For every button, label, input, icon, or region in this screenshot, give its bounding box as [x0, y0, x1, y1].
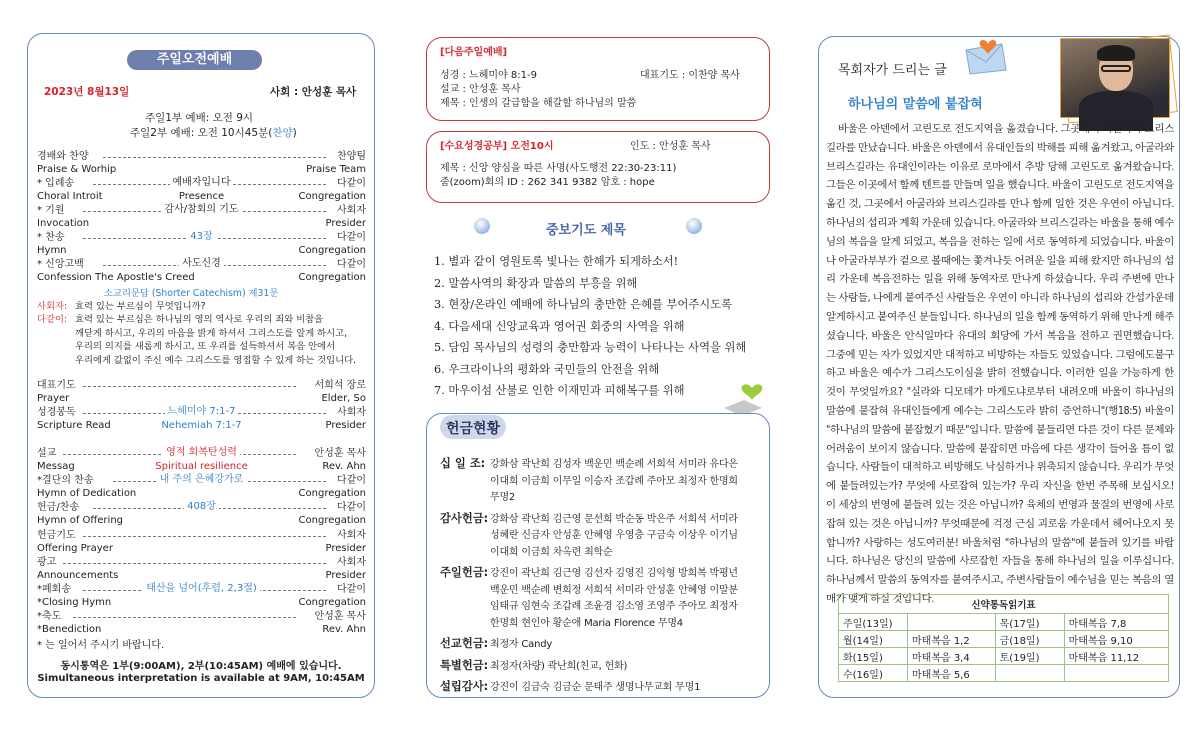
order-item-leader: 다같이: [337, 232, 366, 243]
offering-names: 최정자(차량) 곽난희(친교, 헌화): [490, 660, 628, 672]
pastor-letter-body-wrap: [826, 120, 1175, 605]
offering-heading: 헌금현황: [446, 421, 501, 437]
offering-names: 이대희 이금희 이무일 이승자 조갑례 주아모 최정자 한명희: [490, 475, 738, 487]
order-item-leader: 사회자: [337, 556, 366, 568]
pastor-photo: [1060, 38, 1170, 118]
catechism-question: 효력 있는 부르심이 무엇입니까?: [75, 301, 206, 312]
interpretation-note-en: Simultaneous interpretation is available at 9AM, 10:45AM: [37, 673, 365, 684]
next-sunday-preacher: 설교 : 안성훈 목사: [440, 84, 521, 95]
reading-cell: 토(19일): [995, 648, 1064, 665]
order-item-label: *축도: [37, 611, 62, 623]
order-item-english: Confession The Apostle's Creed: [37, 272, 195, 283]
standing-note: * 는 일어서 주시기 바랍니다.: [37, 640, 165, 651]
order-item-english: *Closing Hymn: [37, 597, 112, 608]
order-item-detail-text: 사도신경: [179, 258, 224, 269]
reading-cell: 마태복음 11,12: [1064, 648, 1168, 665]
reading-table-heading: 신약통독읽기표: [839, 595, 1169, 614]
reading-cell: 마태복음 1,2: [908, 631, 996, 648]
order-item-english: Hymn of Dedication: [37, 488, 137, 500]
catechism-q-label: 사회자:: [37, 301, 68, 312]
order-dash-line: [73, 617, 296, 618]
catechism-answer-line: 우리의 의지를 새롭게 하시고, 또 우리를 설득하셔서 복음 안에서: [75, 341, 336, 352]
order-item-label: 경배와 찬양: [37, 151, 89, 162]
offering-label: 설립감사:: [440, 680, 489, 693]
reading-cell: 수(16일): [839, 665, 908, 682]
order-item-english-detail: Nehemiah 7:1-7: [161, 420, 242, 431]
order-item-english-leader: Congregation: [298, 597, 366, 608]
reading-cell: 금(18일): [995, 631, 1064, 648]
reading-table: [838, 594, 1169, 682]
order-dash-line: [83, 536, 326, 537]
worship-title-badge: [127, 50, 262, 70]
order-item-detail-text: 43장: [187, 231, 215, 242]
order-item-label: 광고: [37, 556, 57, 568]
order-item-english: Messag: [37, 461, 75, 472]
reading-cell: 화(15일): [839, 648, 908, 665]
order-item-leader: 찬양팀: [337, 151, 366, 162]
service-time-1: 주일1부 예배: 오전 9시: [145, 112, 254, 124]
catechism-title: 소교리문답 (Shorter Catechism) 제31문: [104, 288, 279, 299]
offering-label: 특별헌금:: [440, 658, 489, 672]
order-item-detail: [37, 406, 366, 418]
order-item-leader: 다같이: [337, 259, 366, 270]
wednesday-title: 제목 : 신앙 양심을 따른 사명(사도행전 22:30-23:11): [440, 163, 677, 174]
order-item-english: Hymn of Offering: [37, 515, 124, 527]
reading-row: [839, 648, 1169, 665]
order-item-detail-text: 느헤미야 7:1-7: [165, 406, 239, 417]
reading-cell: 주일(13일): [839, 614, 908, 631]
order-item-detail: [37, 583, 366, 595]
order-item-label: * 기원: [37, 205, 65, 216]
offering-names: 강진이 곽난희 김근영 김선자 김영진 김익형 방희복 박평년: [490, 568, 738, 579]
interpretation-note-ko: 동시통역은 1부(9:00AM), 2부(10:45AM) 예배에 있습니다.: [60, 661, 342, 672]
order-item-english-leader: Congregation: [298, 245, 366, 256]
offering-names: 성혜란 신금자 안성훈 안혜영 우영층 구금숙 이상우 이기님: [490, 530, 738, 541]
offering-names: 무명2: [490, 492, 516, 503]
order-item-label: 헌금기도: [37, 529, 76, 541]
offering-label: 주일헌금:: [440, 566, 489, 579]
pastor-letter-body: 바울은 아덴에서 고린도로 전도지역을 옮겼습니다. 그곳에서 아굴라와 브리스길라를 만났습니다. 바울은 아덴에서 유대인들의 박해를 피해 옮겨왔고, 아굴라와 브리스길라는 유대인이라는 이유로 로마에서 추방 당해 고린도로 옮겨왔습니다. 그들은 이곳에서 함께 텐트를 만들며 일을 했습니다. 바울이 고린도로 전도지역을 옮긴 것, 그곳에서 아굴라와 브리스길라를 만나 함께 일한 것은 우연이 아닙니다. 하나님의 섭리과 계획 가운데 있습니다. 아굴라와 브리스길라는 바울을 통해 예수님의 복음을 알게 되었고, 복음을 전하는 일에 서로 동역하게 되었습니다. 바울이나 아굴라부부가 겉으로 볼때에는 쫓겨나듯 어려운 일을 피해 왔지만 하나님의 섭리 가운데 복음전하는 일을 위해 동역자로 만나게 하셨습니다. 우리 주변에 만나는 사람들, 나에게 붙여주신 사람들은 우연이 아니라 하나님의 섭리와 간섭가운데 알게하시고 붙여주신 분들입니다. 하나님의 일을 함께 동역하기 위해 만나게 해주셨습니다. 바울은 안식일마다 유대의 회당에 가서 복음을 전하고 권면했습니다. 그중에 믿는 자가 있었지만 대적하고 비방하는 자들도 있었습니다. 그럼에도불구하고 바울은 예수가 그리스도이심을 밝히 전했습니다. 이러한 일을 가능하게 한 것이 무엇일까요? "실라와 디모데가 마게도냐로부터 내려오매 바울이 하나님의 말씀에 붙잡혀 유대인들에게 예수는 그리스도라 밝히 증언하니"(행18:5) 바울이 "하나님의 말씀에 붙잡혔기 때문"입니다. 말씀에 붙들리면 다른 것이 다른 문제와 어려움이 보이지 않습니다. 말씀에 붙잡히면 마음에 다른 생각이 들어올 틈이 없습니다. 사람들이 대적하고 비방해도 낙심하거나 위축되지 않습니다. 우리가 무엇에 붙들려있는가? 무엇에 사로잡혀 있는가? 우리 자신을 한번 주목해 보십시오! 이 세상의 번영에 붙들려 있는 것은 아닙니까? 육체의 번영과 물질의 번영에 사로잡혀 있는 것은 아닙니까? 무엇때문에 걱정 근심 괴로움 가운데서 헤어나오지 못합니까? 사랑하는 성도여러분! 바울처럼 "하나님의 말씀"에 붙들려 있기를 바랍니다. 하나님은 당신의 말씀에 사로잡힌 자들을 통해 하나님의 일을 이루십니다. 하나님께서 말씀의 동역자를 붙여주시고, 주변사람들이 예수님을 믿는 복음의 열매가 맺게 하실 것입니다.: [826, 123, 1175, 605]
offering-label: 감사헌금:: [440, 511, 489, 525]
reading-row: [839, 614, 1169, 631]
offering-names: 임태규 임현숙 조갑례 조윤경 김소영 조영주 주아모 최정자: [490, 601, 738, 612]
reading-row: [839, 631, 1169, 648]
prayer-item: 6. 우크라이나의 평화와 국민들의 안전을 위해: [434, 362, 660, 376]
reading-cell: 마태복음 3,4: [908, 648, 996, 665]
order-item-leader: 사회자: [337, 205, 366, 216]
offering-names: 강화삼 곽난희 김성자 백운민 백순례 서희석 서미라 유다은: [490, 459, 738, 470]
order-item-label: * 입례송: [37, 178, 75, 189]
reading-cell: 마태복음 5,6: [908, 665, 996, 682]
order-item-leader: 다같이: [337, 178, 366, 189]
reading-cell: [908, 614, 996, 631]
order-item-detail: [37, 177, 366, 189]
order-item-leader: 사회자: [337, 529, 366, 541]
order-item-label: *결단의 찬송: [37, 475, 94, 487]
catechism-answer-line: 깨닫게 하시고, 우리의 마음을 밝게 하셔서 그리스도를 알게 하시고,: [75, 327, 348, 339]
order-item-english-leader: Rev. Ahn: [322, 461, 366, 472]
order-item-leader: 서희석 장로: [314, 380, 366, 391]
catechism-a-label: 다같이:: [37, 314, 68, 325]
order-item-leader: 안성훈 목사: [314, 611, 366, 623]
order-item-english-leader: Congregation: [298, 488, 366, 500]
reading-cell: 마태복음 7,8: [1064, 614, 1168, 631]
order-item-english-leader: Presider: [325, 542, 366, 554]
next-sunday-prayer: 대표기도 : 이찬양 목사: [640, 70, 740, 81]
prayer-item: 7. 마우이섬 산불로 인한 이재민과 피해복구를 위해: [434, 384, 685, 397]
order-item-english: Choral Introit: [37, 191, 103, 202]
order-item-label: 대표기도: [37, 380, 76, 391]
order-item-english: Praise & Worhip: [37, 164, 117, 175]
prayer-item: 1. 별과 같이 영원토록 빛나는 한해가 되게하소서!: [434, 255, 679, 268]
order-item-english-leader: Congregation: [298, 191, 366, 202]
order-item-detail-text: 내 주의 은혜강가로: [157, 474, 247, 485]
order-item-leader: 다같이: [337, 502, 366, 514]
offering-names: 이대희 이금희 차옥련 최학순: [490, 546, 613, 558]
order-item-label: 성경봉독: [37, 407, 76, 418]
prayer-item: 4. 다음세대 신앙교육과 영어권 회중의 사역을 위해: [434, 319, 685, 333]
order-item-label: * 찬송: [37, 232, 65, 243]
prayer-heading: 중보기도 제목: [546, 223, 626, 238]
reading-cell: 월(14일): [839, 631, 908, 648]
order-item-detail: [37, 231, 366, 243]
order-item-english-leader: Congregation: [298, 515, 366, 527]
order-item-english-leader: Praise Team: [306, 164, 366, 175]
order-item-detail-text: 408장: [184, 501, 219, 512]
service-time-2-close: ): [292, 127, 297, 139]
wednesday-leader: 인도 : 안성훈 목사: [630, 141, 711, 152]
envelope-heart-icon: [962, 36, 1012, 76]
offering-names: 백운민 백순례 변희정 서희석 서미라 안성훈 안혜영 이말분: [490, 584, 738, 596]
reading-cell: 마태복음 9,10: [1064, 631, 1168, 648]
order-item-leader: 안성훈 목사: [314, 448, 366, 459]
prayer-item: 2. 말씀사역의 확장과 말씀의 부흥을 위해: [434, 276, 638, 290]
order-item-english: Prayer: [37, 393, 70, 404]
service-time-2: [130, 125, 297, 140]
reading-cell: [995, 665, 1064, 682]
order-item-english: Offering Prayer: [37, 542, 113, 554]
bubble-icon: [474, 218, 490, 234]
worship-title: 주일오전예배: [156, 52, 233, 67]
order-item-english: *Benediction: [37, 624, 102, 636]
reading-cell: 목(17일): [995, 614, 1064, 631]
order-item-english: Scripture Read: [37, 420, 111, 431]
order-dash-line: [63, 563, 326, 564]
order-item-english-leader: Presider: [325, 218, 366, 229]
order-dash-line: [83, 386, 296, 387]
next-sunday-title: 제목 : 인생의 갈급함을 해갈할 하나님의 말씀: [440, 98, 637, 109]
service-time-2-text: 주일2부 예배: 오전 10시45분(: [130, 127, 273, 139]
order-item-english-detail: Spiritual resilience: [155, 461, 248, 472]
order-item-leader: 사회자: [337, 407, 366, 418]
order-item-detail: [37, 501, 366, 513]
pastor-heading: 목회자가 드리는 글: [838, 63, 947, 78]
order-item-english: Invocation: [37, 218, 90, 229]
reading-cell: [1064, 665, 1168, 682]
order-item-detail: [37, 474, 366, 486]
reading-row: [839, 665, 1169, 682]
offering-label: 십 일 조:: [440, 457, 486, 470]
order-item-detail-text: 태산을 넘어(후렴, 2,3절): [143, 583, 260, 594]
service-date: 2023년 8월13일: [44, 86, 130, 98]
sign-language-label: 찬양: [272, 127, 293, 139]
prayer-item: 5. 담임 목사님의 성령의 충만함과 능력이 나타나는 사역을 위해: [434, 341, 747, 354]
order-item-english-leader: Congregation: [298, 272, 366, 283]
offering-names: 강진이 김금숙 김금순 문태주 생명나무교회 무명1: [490, 682, 701, 693]
offering-label: 선교헌금:: [440, 637, 489, 650]
order-item-english-detail: Presence: [178, 191, 225, 202]
order-item-label: 헌금/찬송: [37, 502, 80, 514]
zoom-info: 줌(zoom)회의 ID : 262 341 9382 암호 : hope: [440, 177, 655, 188]
order-item-detail: [37, 204, 366, 216]
order-item-english-leader: Presider: [325, 569, 366, 581]
order-item-leader: 다같이: [337, 584, 366, 595]
order-item-detail: [37, 447, 366, 459]
offering-names: 강화삼 곽난희 김근영 문선희 박순동 박은주 서희석 서미라: [490, 513, 738, 525]
pastor-subheading: 하나님의 말씀에 붙잡혀: [848, 97, 983, 112]
offering-names: 한명희 현인아 황순애 Maria Florence 무명4: [490, 617, 683, 629]
catechism-answer-line: 우리에게 값없이 주신 예수 그리스도를 영접할 수 있게 하는 것입니다.: [75, 354, 357, 366]
order-item-english-leader: Presider: [325, 420, 366, 431]
order-item-english: Hymn: [37, 245, 67, 256]
order-item-label: 설교: [37, 448, 57, 459]
order-item-english-leader: Elder, So: [321, 393, 366, 404]
service-host: 사회 : 안성훈 목사: [270, 86, 357, 98]
order-dash-line: [103, 157, 326, 158]
order-item-detail-text: 감사/참회의 기도: [161, 204, 241, 215]
order-item-english-leader: Rev. Ahn: [322, 624, 366, 636]
bubble-icon: [686, 218, 702, 234]
order-item-detail-text: 예배자입니다: [170, 177, 234, 188]
order-item-label: * 신앙고백: [37, 259, 84, 270]
next-sunday-scripture: 성경 : 느헤미야 8:1-9: [440, 70, 537, 81]
wednesday-heading: [수요성경공부] 오전10시: [440, 141, 554, 152]
order-item-detail-text: 영적 회복탄성력: [163, 447, 240, 458]
offering-names: 최정자 Candy: [490, 639, 553, 650]
order-item-leader: 다같이: [337, 475, 366, 487]
order-item-label: *폐회송: [37, 584, 71, 595]
order-item-english: Announcements: [37, 569, 119, 581]
catechism-answer-line: 효력 있는 부르심은 하나님의 영의 역사로 우리의 죄와 비참을: [75, 314, 324, 325]
order-item-detail: [37, 258, 366, 270]
prayer-item: 3. 현장/온라인 예배에 하나님의 충만한 은혜를 부어주시도록: [434, 298, 733, 311]
next-sunday-heading: [다음주일예배]: [440, 47, 508, 58]
